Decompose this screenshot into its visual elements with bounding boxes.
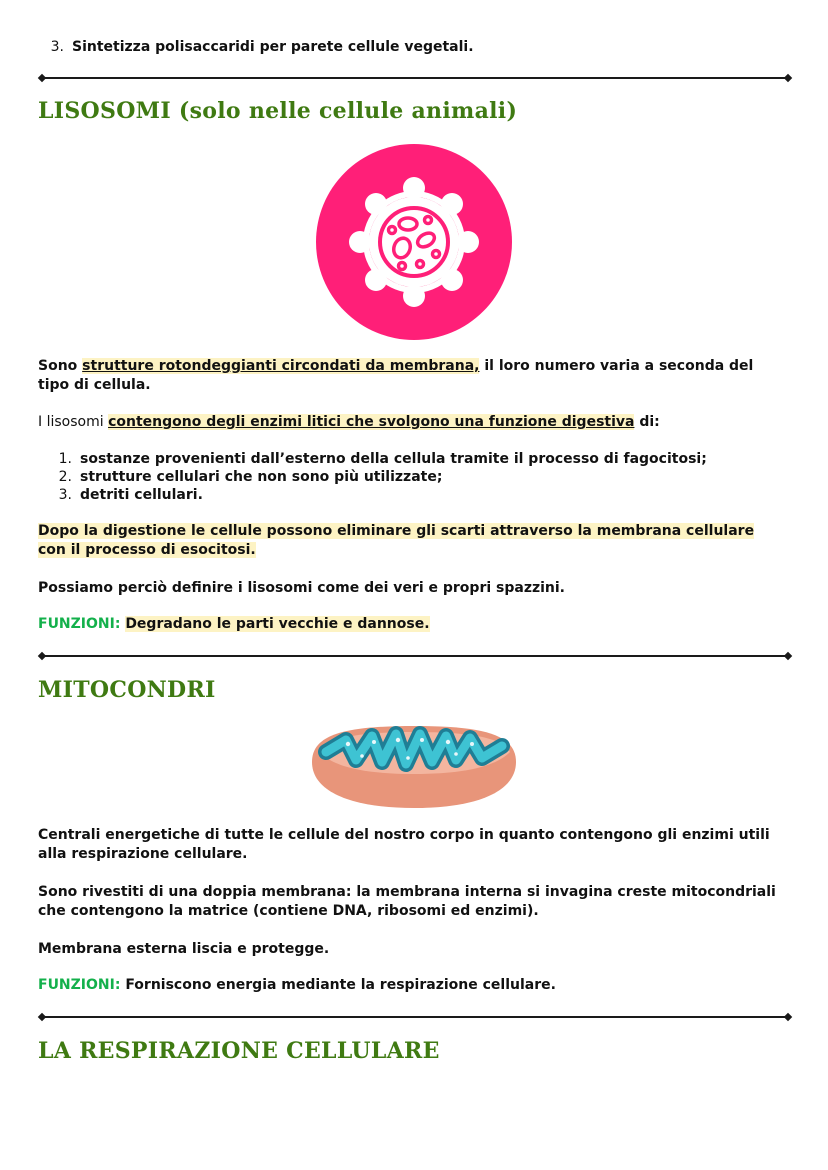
functions-label: FUNZIONI:	[38, 977, 121, 993]
divider	[42, 655, 788, 657]
list-item	[38, 486, 707, 504]
highlight-text: Dopo la digestione le cellule possono eliminare gli scarti attraverso la membrana cellulare con il processo di esocitosi.	[38, 523, 755, 558]
section-title-respiration: LA RESPIRAZIONE CELLULARE	[38, 1038, 440, 1064]
mitochondria-paragraph-2: Sono rivestiti di una doppia membrana: la membrana interna si invagina creste mitocondriali che contengono la matrice (contiene DNA, ribosomi ed enzimi).	[38, 884, 776, 919]
lysosome-icon	[316, 144, 512, 340]
section-title-mitochondria: MITOCONDRI	[38, 677, 216, 703]
divider	[42, 1016, 788, 1018]
text: il loro numero varia a seconda del tipo di cellula.	[38, 358, 754, 393]
lysosome-paragraph-2	[38, 413, 788, 432]
list-text: Sintetizza polisaccaridi per parete cellule vegetali.	[72, 39, 474, 55]
text: Sono	[38, 358, 83, 374]
list-item	[38, 450, 707, 468]
highlight-text: contengono degli enzimi litici che svolgono una funzione digestiva	[108, 414, 635, 430]
lysosome-paragraph-3	[38, 522, 778, 560]
lysosome-function-list	[38, 450, 707, 504]
list-text: detriti cellulari.	[80, 487, 203, 503]
list-number: 1.	[58, 451, 72, 467]
text: di:	[634, 414, 660, 430]
mitochondrion-icon	[306, 722, 522, 812]
section-title-lysosomes: LISOSOMI (solo nelle cellule animali)	[38, 98, 518, 124]
lysosome-functions	[38, 615, 788, 634]
mitochondria-paragraph-3: Membrana esterna liscia e protegge.	[38, 941, 330, 957]
list-number: 3.	[50, 39, 64, 55]
text: I lisosomi	[38, 414, 109, 430]
mitochondria-functions	[38, 976, 788, 995]
list-text: strutture cellulari che non sono più utilizzate;	[80, 469, 443, 485]
list-number: 2.	[58, 469, 72, 485]
highlight-text: strutture rotondeggianti circondati da membrana,	[82, 358, 480, 374]
functions-label: FUNZIONI:	[38, 616, 121, 632]
divider	[42, 77, 788, 79]
mitochondria-paragraph-1: Centrali energetiche di tutte le cellule del nostro corpo in quanto contengono gli enzimi utili alla respirazione cellulare.	[38, 827, 770, 862]
list-item	[38, 468, 707, 486]
functions-text: Degradano le parti vecchie e dannose.	[125, 616, 430, 632]
list-number: 3.	[58, 487, 72, 503]
functions-text: Forniscono energia mediante la respirazione cellulare.	[125, 977, 556, 993]
list-text: sostanze provenienti dall’esterno della cellula tramite il processo di fagocitosi;	[80, 451, 707, 467]
lysosome-paragraph-4: Possiamo perciò definire i lisosomi come dei veri e propri spazzini.	[38, 580, 566, 596]
lysosome-paragraph-1	[38, 357, 788, 395]
top-list-item	[38, 38, 474, 56]
